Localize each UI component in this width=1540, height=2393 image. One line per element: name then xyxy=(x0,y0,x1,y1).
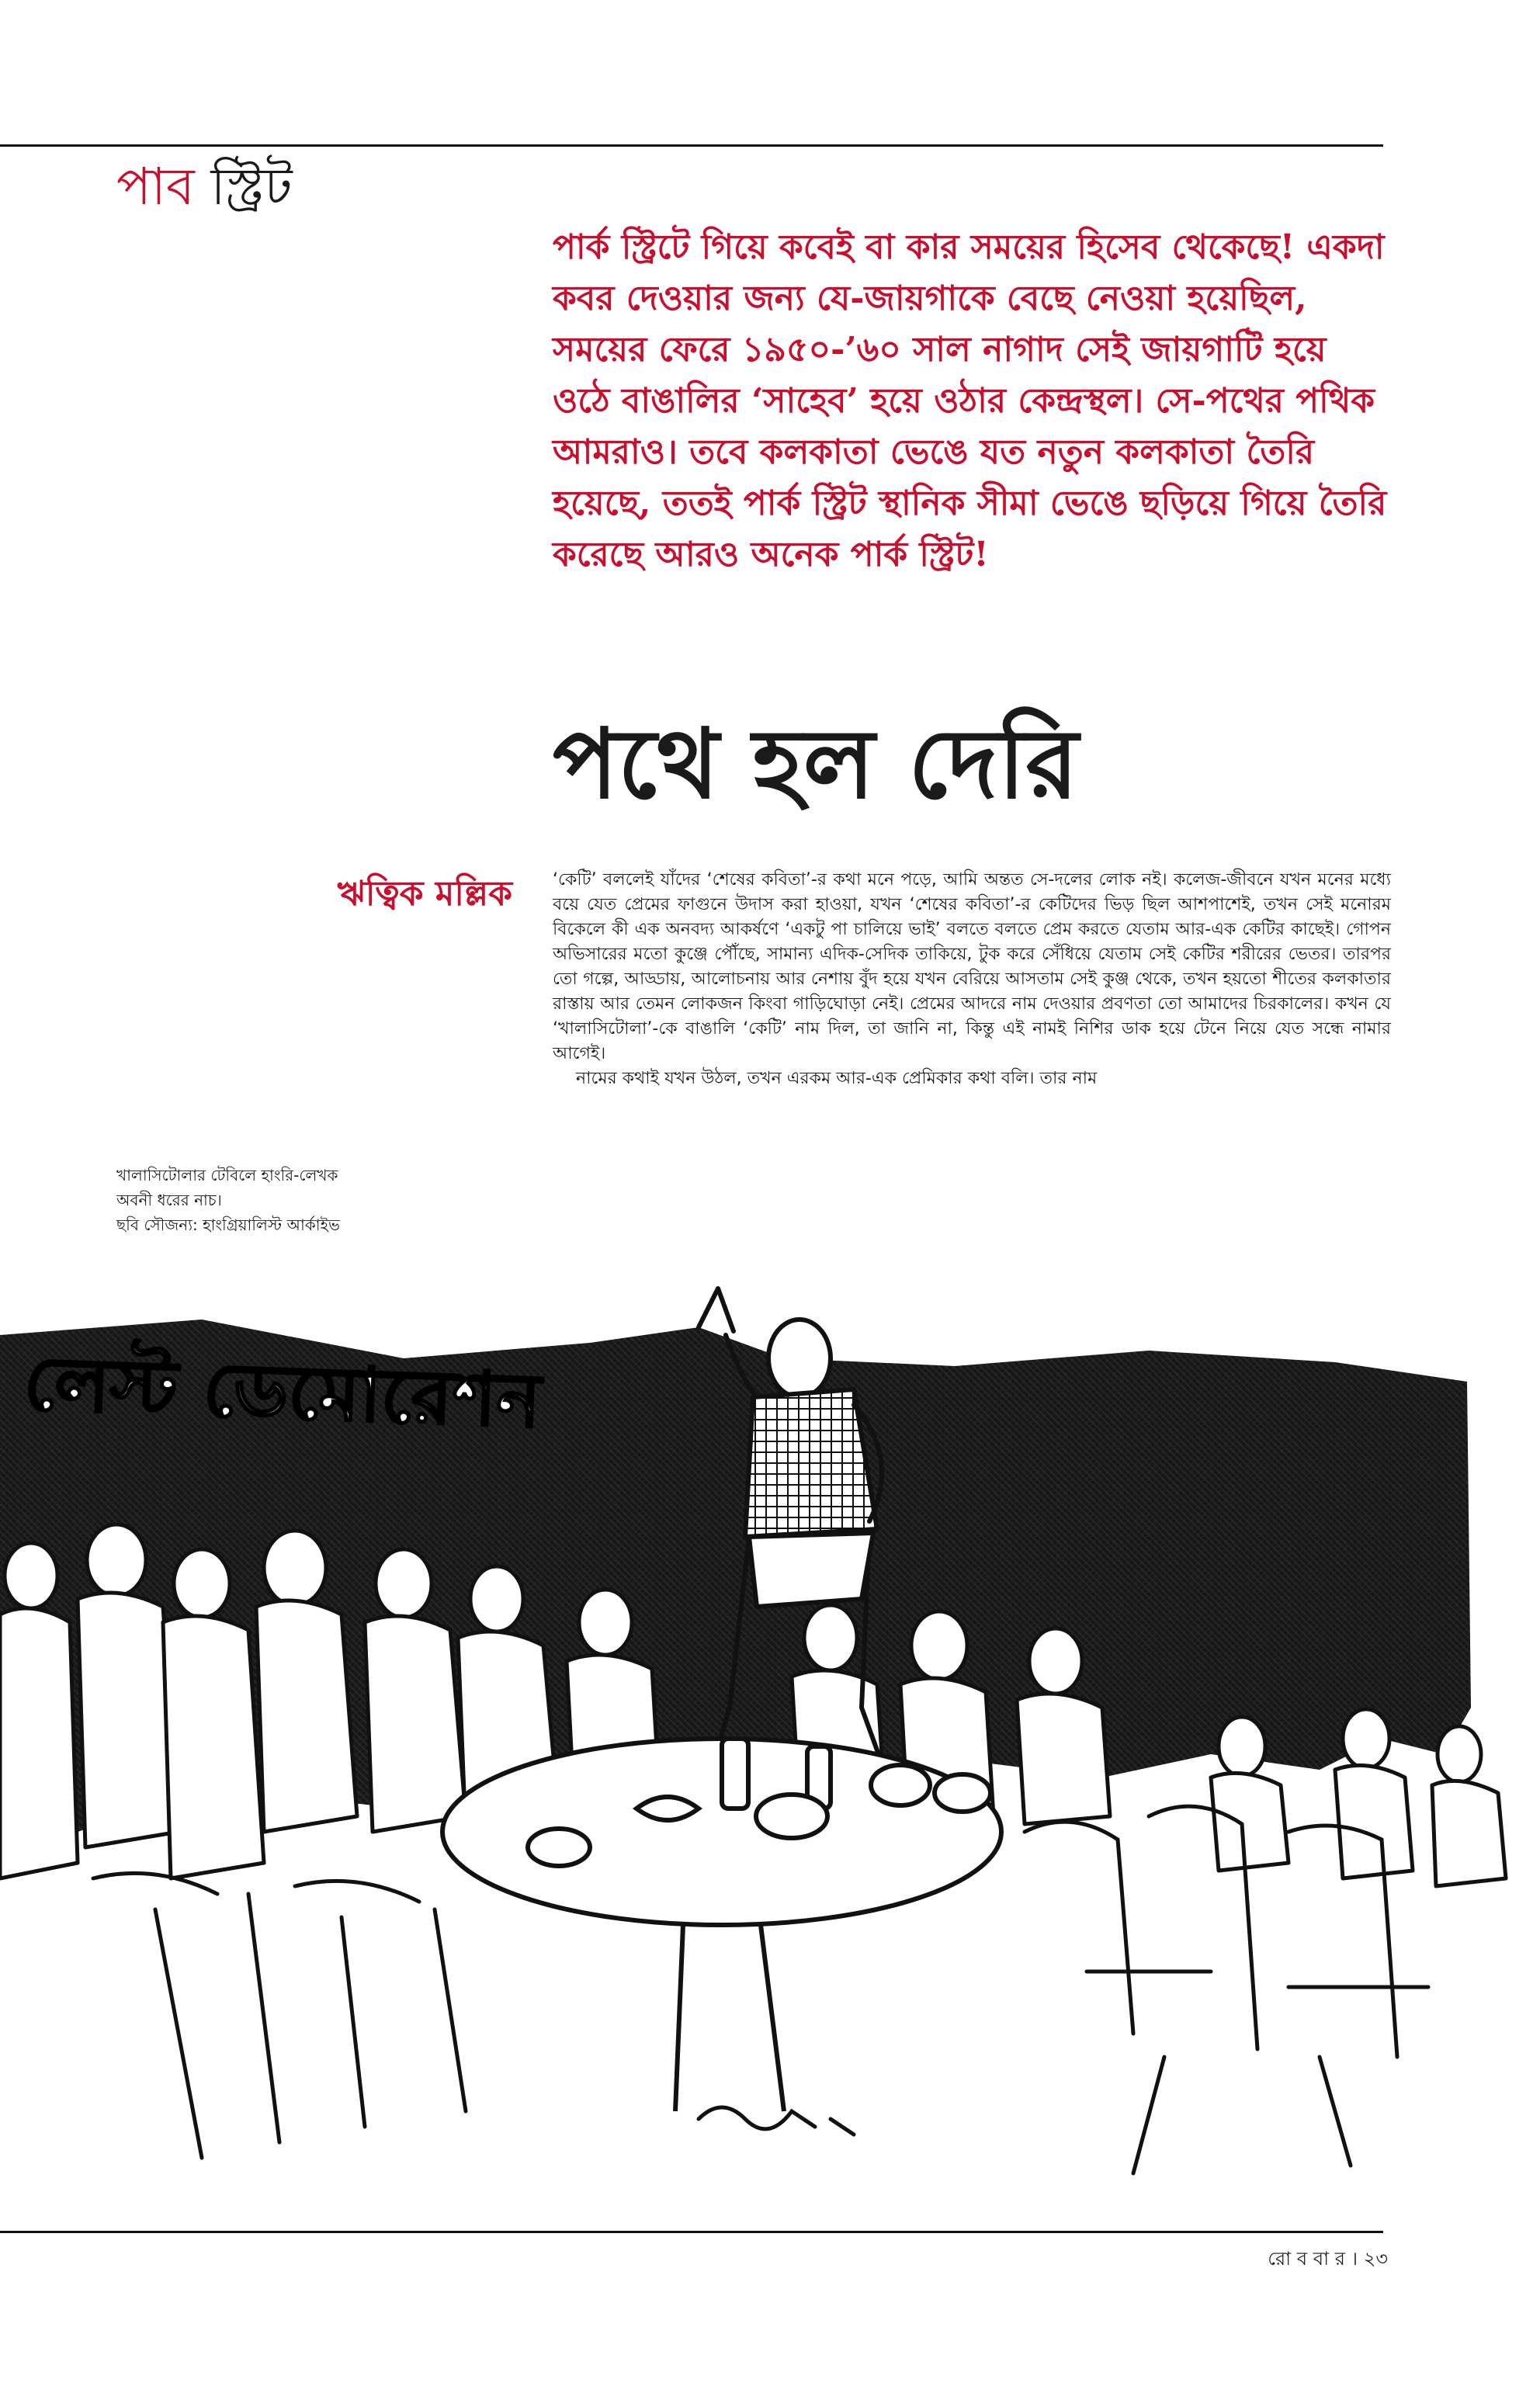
caption-line-3: ছবি সৌজন্য: হাংগ্রিয়ালিস্ট আর্কাইভ xyxy=(116,1216,340,1234)
top-rule xyxy=(0,144,1383,147)
body-paragraph-2: নামের কথাই যখন উঠল, তখন এরকম আর-এক প্রেমিকার কথা বলি। তার নাম xyxy=(576,1069,1098,1088)
bottom-rule xyxy=(0,2231,1383,2233)
round-table xyxy=(442,1739,1001,2111)
magazine-name: রো ব বা র xyxy=(1268,2248,1345,2270)
intro-standfirst: পার্ক স্ট্রিটে গিয়ে কবেই বা কার সময়ের হিসেব থেকেছে! একদা কবর দেওয়ার জন্য যে-জায়গাকে বেছে নেওয়া হয়েছিল, সময়ের ফেরে ১৯৫০-’৬০ সাল নাগাদ সেই জায়গাটি হয়ে ওঠে বাঙালির ‘সাহেব’ হয়ে ওঠার কেন্দ্রস্থল। সে-পথের পথিক আমরাও। তবে কলকাতা ভেঙে যত নতুন কলকাতা তৈরি হয়েছে, ততই পার্ক স্ট্রিট স্থানিক সীমা ভেঙে ছড়িয়ে গিয়ে তৈরি করেছে আরও অনেক পার্ক স্ট্রিট! xyxy=(553,227,1387,574)
page-folio xyxy=(1268,2237,1388,2280)
article-title: পথে হল দেরি xyxy=(553,708,1079,820)
folio-separator: । xyxy=(1351,2248,1358,2270)
caption-line-2: অবনী ধরের নাচ। xyxy=(116,1191,222,1209)
sketch-illustration xyxy=(0,1273,1540,2228)
page-number: ২৩ xyxy=(1363,2248,1388,2270)
caption-line-1: খালাসিটোলার টেবিলে হাংরি-লেখক xyxy=(116,1166,338,1184)
author-byline: ঋত্বিক মল্লিক xyxy=(337,874,512,914)
section-label-black: স্ট্রিট xyxy=(210,157,293,217)
body-paragraph-1: ‘কেটি’ বললেই যাঁদের ‘শেষের কবিতা’-র কথা মনে পড়ে, আমি অন্তত সে-দলের লোক নই। কলেজ-জীবনে যখন মনের মধ্যে বয়ে যেত প্রেমের ফাগুনে উদাস করা হাওয়া, যখন ‘শেষের কবিতা’-র কেটিদের ভিড় ছিল আশপাশেই, তখন সেই মনোরম বিকেলে কী এক অনবদ্য আকর্ষণে ‘একটু পা চালিয়ে ভাই’ বলতে বলতে প্রেম করতে যেতাম আর-এক কেটির কাছেই। গোপন অভিসারের মতো কুঞ্জে পৌঁছে, সামান্য এদিক-সেদিক তাকিয়ে, টুক করে সেঁধিয়ে যেতাম সেই কেটির শরীরের ভেতর। তারপর তো গল্পে, আড্ডায়, আলোচনায় আর নেশায় বুঁদ হয়ে যখন বেরিয়ে আসতাম সেই কুঞ্জ থেকে, তখন হয়তো শীতের কলকাতার রাস্তায় আর তেমন লোকজন কিংবা গাড়িঘোড়া নেই। প্রেমের আদরে নাম দেওয়ার প্রবণতা তো আমাদের চিরকালের। কখন যে ‘খালাসিটোলা’-কে বাঙালি ‘কেটি’ নাম দিল, তা জানি না, কিন্তু এই নামই নিশির ডাক হয়ে টেনে নিয়ে যেত সন্ধে নামার আগেই। xyxy=(553,870,1391,1063)
banner-lettering: লেস্ট ডেমোরেশন xyxy=(23,1339,543,1445)
photo-caption xyxy=(116,1163,473,1237)
sketch-drawing xyxy=(0,1273,1540,2228)
section-label-red: পাব xyxy=(116,157,195,217)
article-body xyxy=(553,868,1391,1091)
section-label xyxy=(116,152,293,222)
artist-signature xyxy=(699,2107,854,2135)
